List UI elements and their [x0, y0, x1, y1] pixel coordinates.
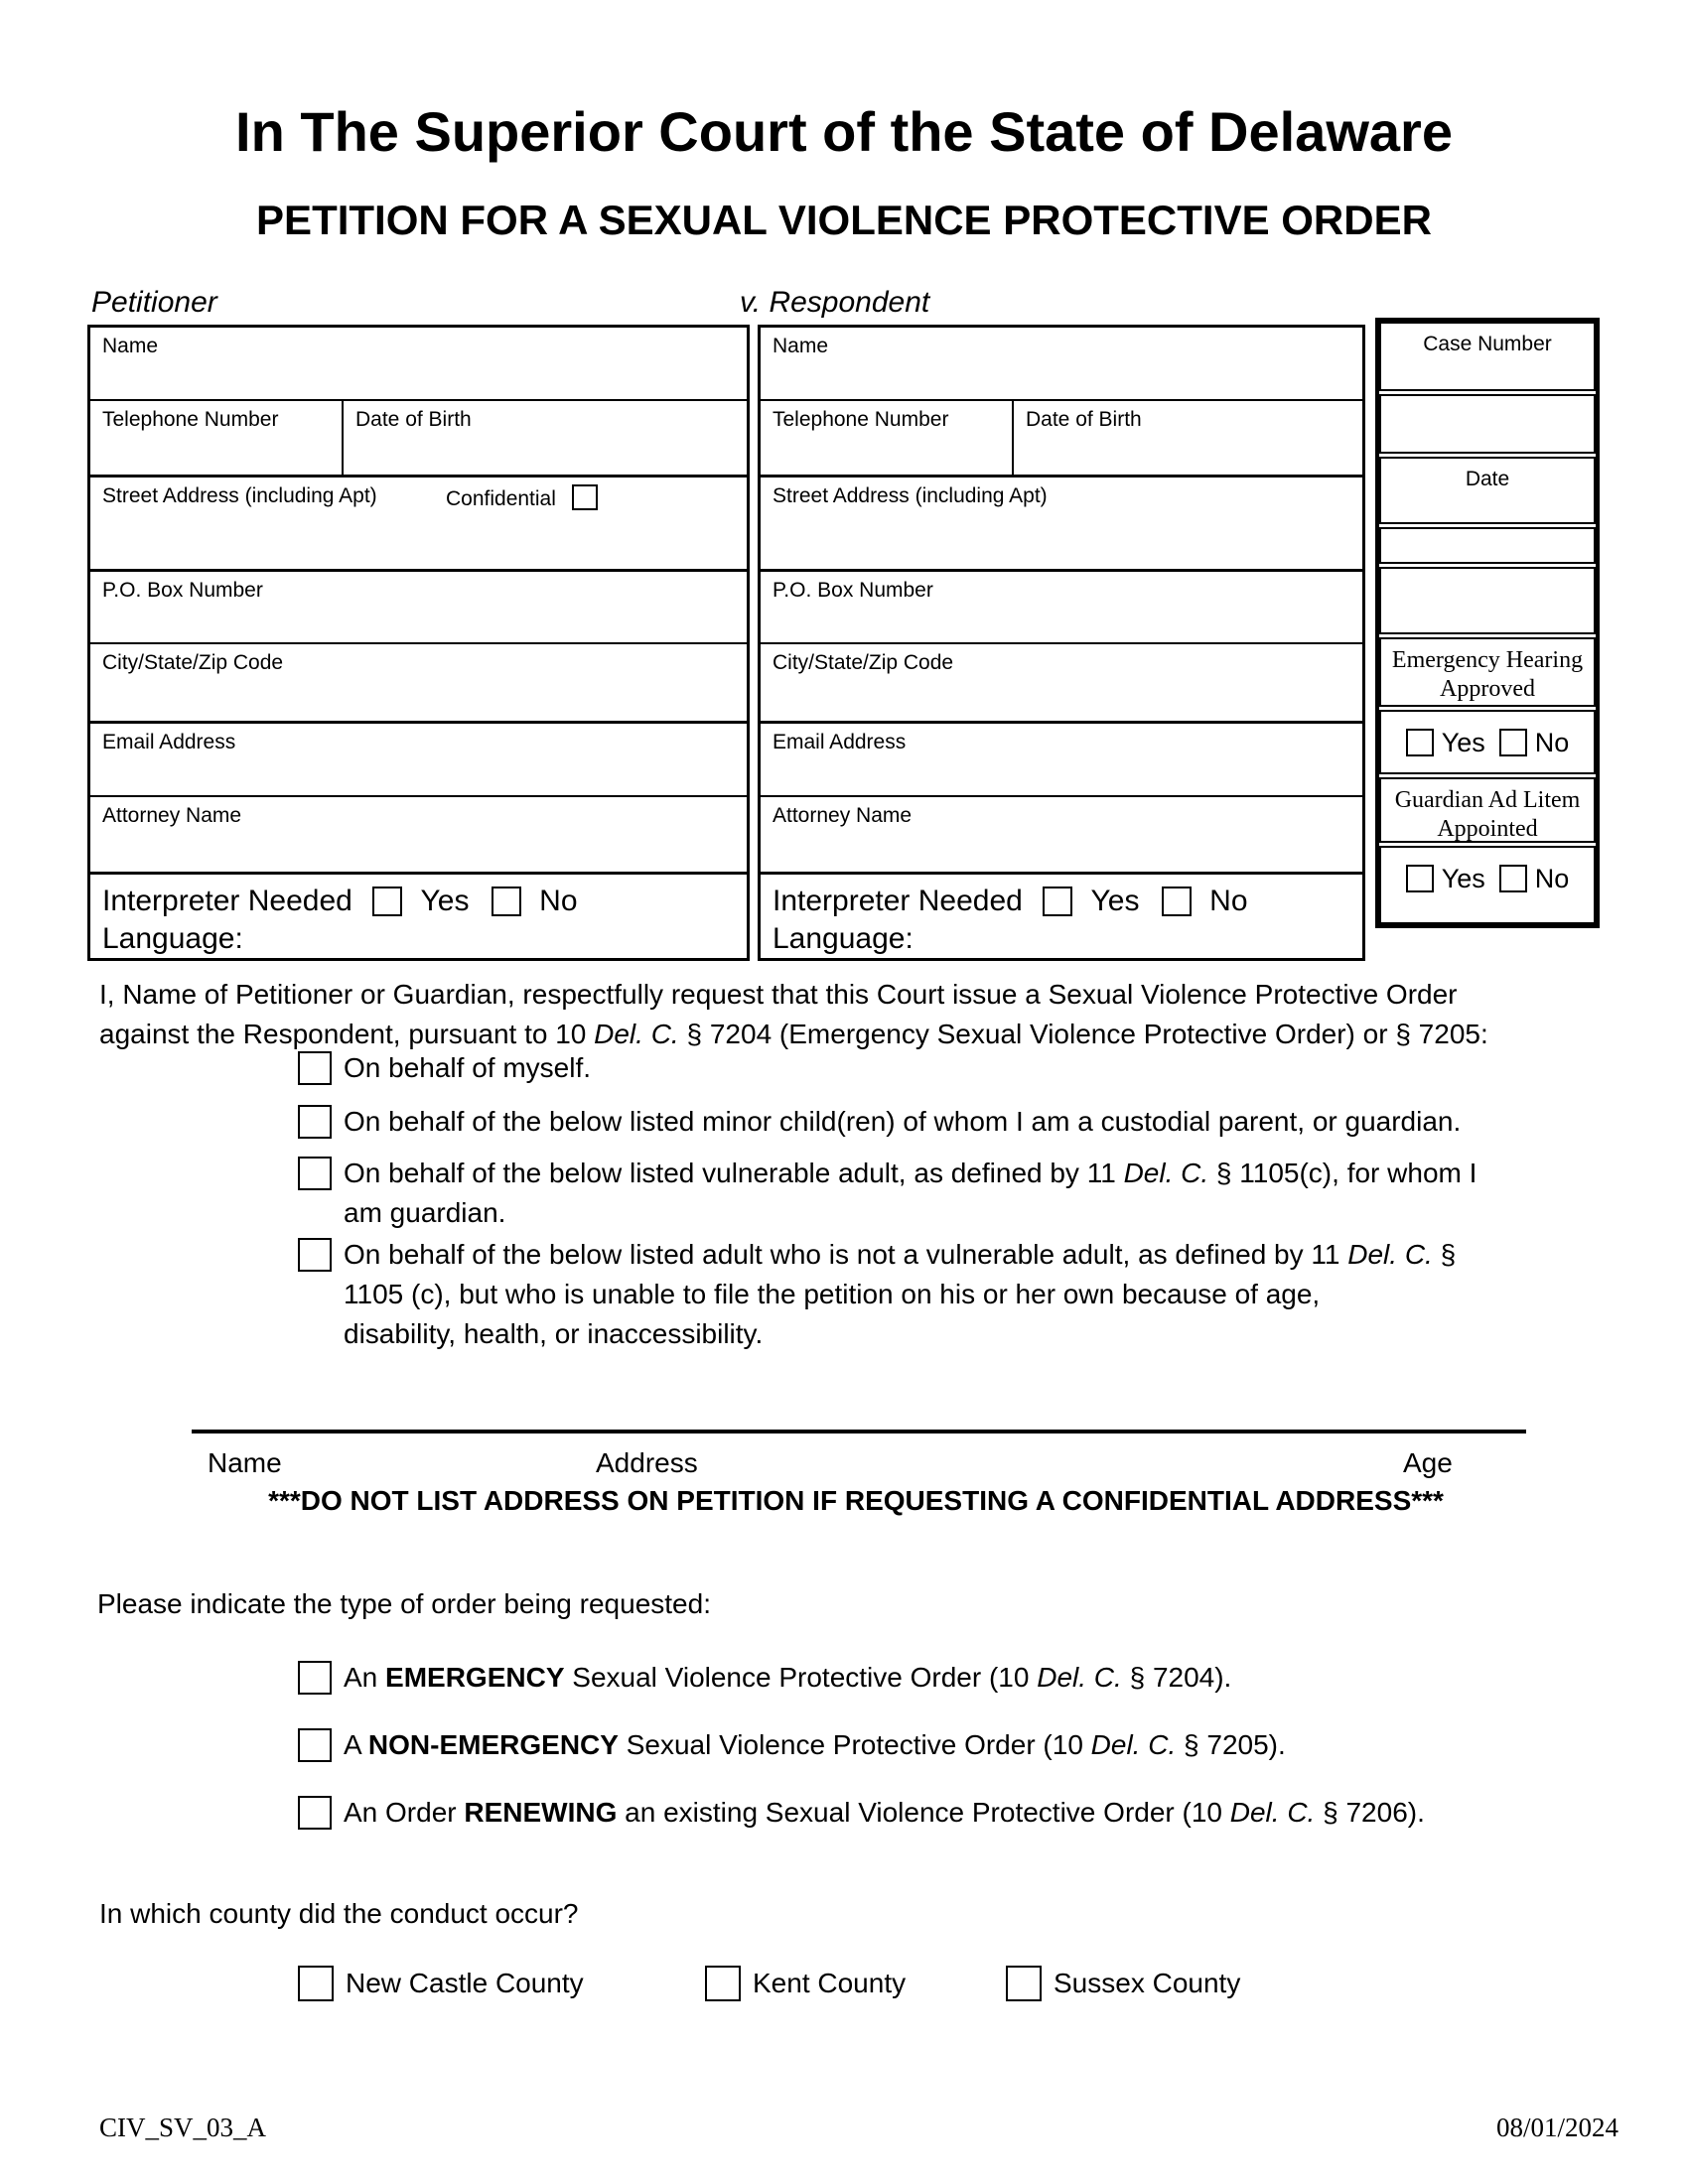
behalf-adult-checkbox[interactable]	[298, 1238, 332, 1272]
attorney-label: Attorney Name	[102, 804, 242, 827]
emergency-hearing-label-line1: Emergency Hearing	[1391, 647, 1584, 673]
guardian-label-line1: Guardian Ad Litem	[1394, 787, 1581, 813]
respondent-interpreter-row	[761, 875, 1362, 958]
case-number-field[interactable]	[1379, 394, 1596, 454]
yes-label: Yes	[420, 885, 470, 917]
renewing-order-checkbox[interactable]	[298, 1796, 332, 1830]
yes-label: Yes	[1441, 864, 1485, 893]
list-column-name: Name	[208, 1447, 282, 1478]
court-title: In The Superior Court of the State of Delaware	[235, 100, 1453, 163]
pobox-label: P.O. Box Number	[773, 579, 933, 602]
guardian-no-checkbox[interactable]	[1499, 865, 1527, 892]
petitioner-dob-field[interactable]	[344, 401, 747, 475]
city-label: City/State/Zip Code	[102, 651, 284, 674]
date-cell	[1379, 457, 1596, 524]
emergency-hearing-label-line2: Approved	[1440, 676, 1535, 702]
list-column-address: Address	[596, 1447, 698, 1478]
yes-label: Yes	[1441, 728, 1485, 757]
petitioner-info-box	[87, 325, 750, 961]
list-column-age: Age	[1403, 1447, 1453, 1478]
option-text: An EMERGENCY Sexual Violence Protective Order (10 Del. C. § 7204).	[344, 1662, 1232, 1693]
option-text-line3: disability, health, or inaccessibility.	[344, 1318, 764, 1349]
option-text-line1: On behalf of the below listed adult who is not a vulnerable adult, as defined by 11 Del. C. §	[344, 1239, 1457, 1270]
attorney-label: Attorney Name	[773, 804, 913, 827]
list-divider-line	[192, 1430, 1526, 1433]
petitioner-pobox-field[interactable]	[90, 572, 747, 644]
petitioner-name-field[interactable]	[90, 328, 747, 401]
code-citation: Del. C.	[1347, 1239, 1433, 1270]
respondent-pobox-field[interactable]	[761, 572, 1362, 644]
county-label: Kent County	[753, 1968, 907, 1998]
behalf-option-myself	[298, 1048, 591, 1088]
petitioner-telephone-field[interactable]	[90, 401, 344, 475]
respondent-label: v. Respondent	[740, 286, 930, 319]
request-paragraph	[99, 975, 1618, 1054]
case-number-cell	[1379, 322, 1596, 391]
footer-date: 08/01/2024	[1495, 2113, 1618, 2142]
option-text: On behalf of myself.	[344, 1052, 592, 1083]
county-question: In which county did the conduct occur?	[99, 1898, 579, 1929]
county-label: Sussex County	[1054, 1968, 1241, 1998]
respondent-attorney-field[interactable]	[761, 797, 1362, 875]
respondent-street-field[interactable]	[761, 478, 1362, 572]
option-text-line2: am guardian.	[344, 1197, 506, 1228]
new-castle-county-checkbox[interactable]	[298, 1966, 334, 2001]
order-option-renewing	[298, 1793, 1425, 1833]
yes-label: Yes	[1090, 885, 1140, 917]
emergency-hearing-cell	[1379, 637, 1596, 707]
petitioner-interpreter-yes-checkbox[interactable]	[372, 887, 402, 916]
emergency-yes-checkbox[interactable]	[1406, 729, 1434, 756]
respondent-info-box	[758, 325, 1365, 961]
case-number-label: Case Number	[1423, 333, 1552, 355]
petitioner-interpreter-row	[90, 875, 747, 958]
confidential-label: Confidential	[446, 487, 556, 510]
behalf-myself-checkbox[interactable]	[298, 1051, 332, 1085]
request-line2: against the Respondent, pursuant to 10 Del. C. § 7204 (Emergency Sexual Violence Protective Order) or § 7205:	[99, 1019, 1488, 1049]
non-emergency-order-checkbox[interactable]	[298, 1728, 332, 1762]
interpreter-label: Interpreter Needed	[773, 885, 1023, 917]
no-label: No	[1534, 728, 1570, 757]
behalf-option-vulnerable-adult	[298, 1154, 1477, 1233]
email-label: Email Address	[102, 731, 236, 753]
behalf-minor-checkbox[interactable]	[298, 1105, 332, 1139]
respondent-city-field[interactable]	[761, 644, 1362, 724]
pobox-label: P.O. Box Number	[102, 579, 263, 602]
telephone-label: Telephone Number	[102, 408, 279, 431]
petitioner-street-field[interactable]	[90, 478, 747, 572]
guardian-yesno-cell	[1379, 846, 1596, 924]
court-use-panel	[1375, 318, 1600, 928]
code-citation: Del. C.	[1090, 1729, 1177, 1760]
email-label: Email Address	[773, 731, 907, 753]
respondent-phone-dob-row	[761, 401, 1362, 478]
street-label: Street Address (including Apt)	[102, 484, 377, 507]
county-option-new-castle	[298, 1966, 584, 2001]
petitioner-phone-dob-row	[90, 401, 747, 478]
street-label: Street Address (including Apt)	[773, 484, 1048, 507]
emergency-hearing-yesno-cell	[1379, 710, 1596, 774]
behalf-option-minor-child	[298, 1102, 1461, 1142]
order-option-non-emergency	[298, 1725, 1286, 1765]
petitioner-interpreter-no-checkbox[interactable]	[492, 887, 521, 916]
emergency-no-checkbox[interactable]	[1499, 729, 1527, 756]
petitioner-city-field[interactable]	[90, 644, 747, 724]
dob-label: Date of Birth	[355, 408, 472, 431]
petitioner-label: Petitioner	[91, 286, 217, 319]
kent-county-checkbox[interactable]	[705, 1966, 741, 2001]
date-label: Date	[1465, 468, 1510, 490]
petitioner-email-field[interactable]	[90, 724, 747, 797]
page-title: PETITION FOR A SEXUAL VIOLENCE PROTECTIVE ORDER	[256, 197, 1432, 243]
guardian-ad-litem-cell	[1379, 777, 1596, 843]
confidential-group	[446, 484, 598, 511]
sussex-county-checkbox[interactable]	[1006, 1966, 1042, 2001]
language-label: Language:	[773, 922, 914, 955]
no-label: No	[539, 885, 578, 917]
date-field[interactable]	[1379, 527, 1596, 564]
respondent-email-field[interactable]	[761, 724, 1362, 797]
guardian-label-line2: Appointed	[1437, 816, 1538, 842]
county-label: New Castle County	[346, 1968, 584, 1998]
code-citation: Del. C.	[1123, 1158, 1209, 1188]
telephone-label: Telephone Number	[773, 408, 949, 431]
option-text: An Order RENEWING an existing Sexual Violence Protective Order (10 Del. C. § 7206).	[344, 1797, 1425, 1828]
behalf-vulnerable-checkbox[interactable]	[298, 1157, 332, 1190]
interpreter-label: Interpreter Needed	[102, 885, 352, 917]
request-line1: I, Name of Petitioner or Guardian, respectfully request that this Court issue a Sexual Violence Protective Order	[99, 979, 1458, 1010]
county-option-kent	[705, 1966, 906, 2001]
behalf-option-non-vulnerable-adult	[298, 1235, 1456, 1354]
city-label: City/State/Zip Code	[773, 651, 954, 674]
respondent-dob-field[interactable]	[1014, 401, 1362, 475]
name-label: Name	[773, 335, 829, 357]
language-label: Language:	[102, 922, 243, 955]
confidential-checkbox[interactable]	[572, 484, 598, 510]
option-text: On behalf of the below listed minor child(ren) of whom I am a custodial parent, or guardian.	[344, 1106, 1462, 1137]
respondent-name-field[interactable]	[761, 328, 1362, 401]
order-type-question: Please indicate the type of order being requested:	[97, 1588, 711, 1619]
confidential-address-warning: ***DO NOT LIST ADDRESS ON PETITION IF REQUESTING A CONFIDENTIAL ADDRESS***	[268, 1485, 1444, 1516]
option-text-line2: 1105 (c), but who is unable to file the petition on his or her own because of age,	[344, 1279, 1321, 1309]
name-label: Name	[102, 335, 159, 357]
respondent-interpreter-no-checkbox[interactable]	[1162, 887, 1192, 916]
petitioner-attorney-field[interactable]	[90, 797, 747, 875]
county-option-sussex	[1006, 1966, 1240, 2001]
option-text-line1: On behalf of the below listed vulnerable adult, as defined by 11 Del. C. § 1105(c), for whom I	[344, 1158, 1477, 1188]
code-citation: Del. C.	[1229, 1797, 1316, 1828]
option-text: A NON-EMERGENCY Sexual Violence Protective Order (10 Del. C. § 7205).	[344, 1729, 1286, 1760]
dob-label: Date of Birth	[1026, 408, 1142, 431]
no-label: No	[1209, 885, 1248, 917]
emergency-order-checkbox[interactable]	[298, 1661, 332, 1695]
respondent-telephone-field[interactable]	[761, 401, 1014, 475]
no-label: No	[1534, 864, 1570, 893]
respondent-interpreter-yes-checkbox[interactable]	[1043, 887, 1072, 916]
code-citation: Del. C.	[594, 1019, 679, 1049]
code-citation: Del. C.	[1037, 1662, 1122, 1693]
order-option-emergency	[298, 1658, 1231, 1698]
blank-field[interactable]	[1379, 567, 1596, 634]
guardian-yes-checkbox[interactable]	[1406, 865, 1434, 892]
form-code: CIV_SV_03_A	[99, 2113, 267, 2142]
